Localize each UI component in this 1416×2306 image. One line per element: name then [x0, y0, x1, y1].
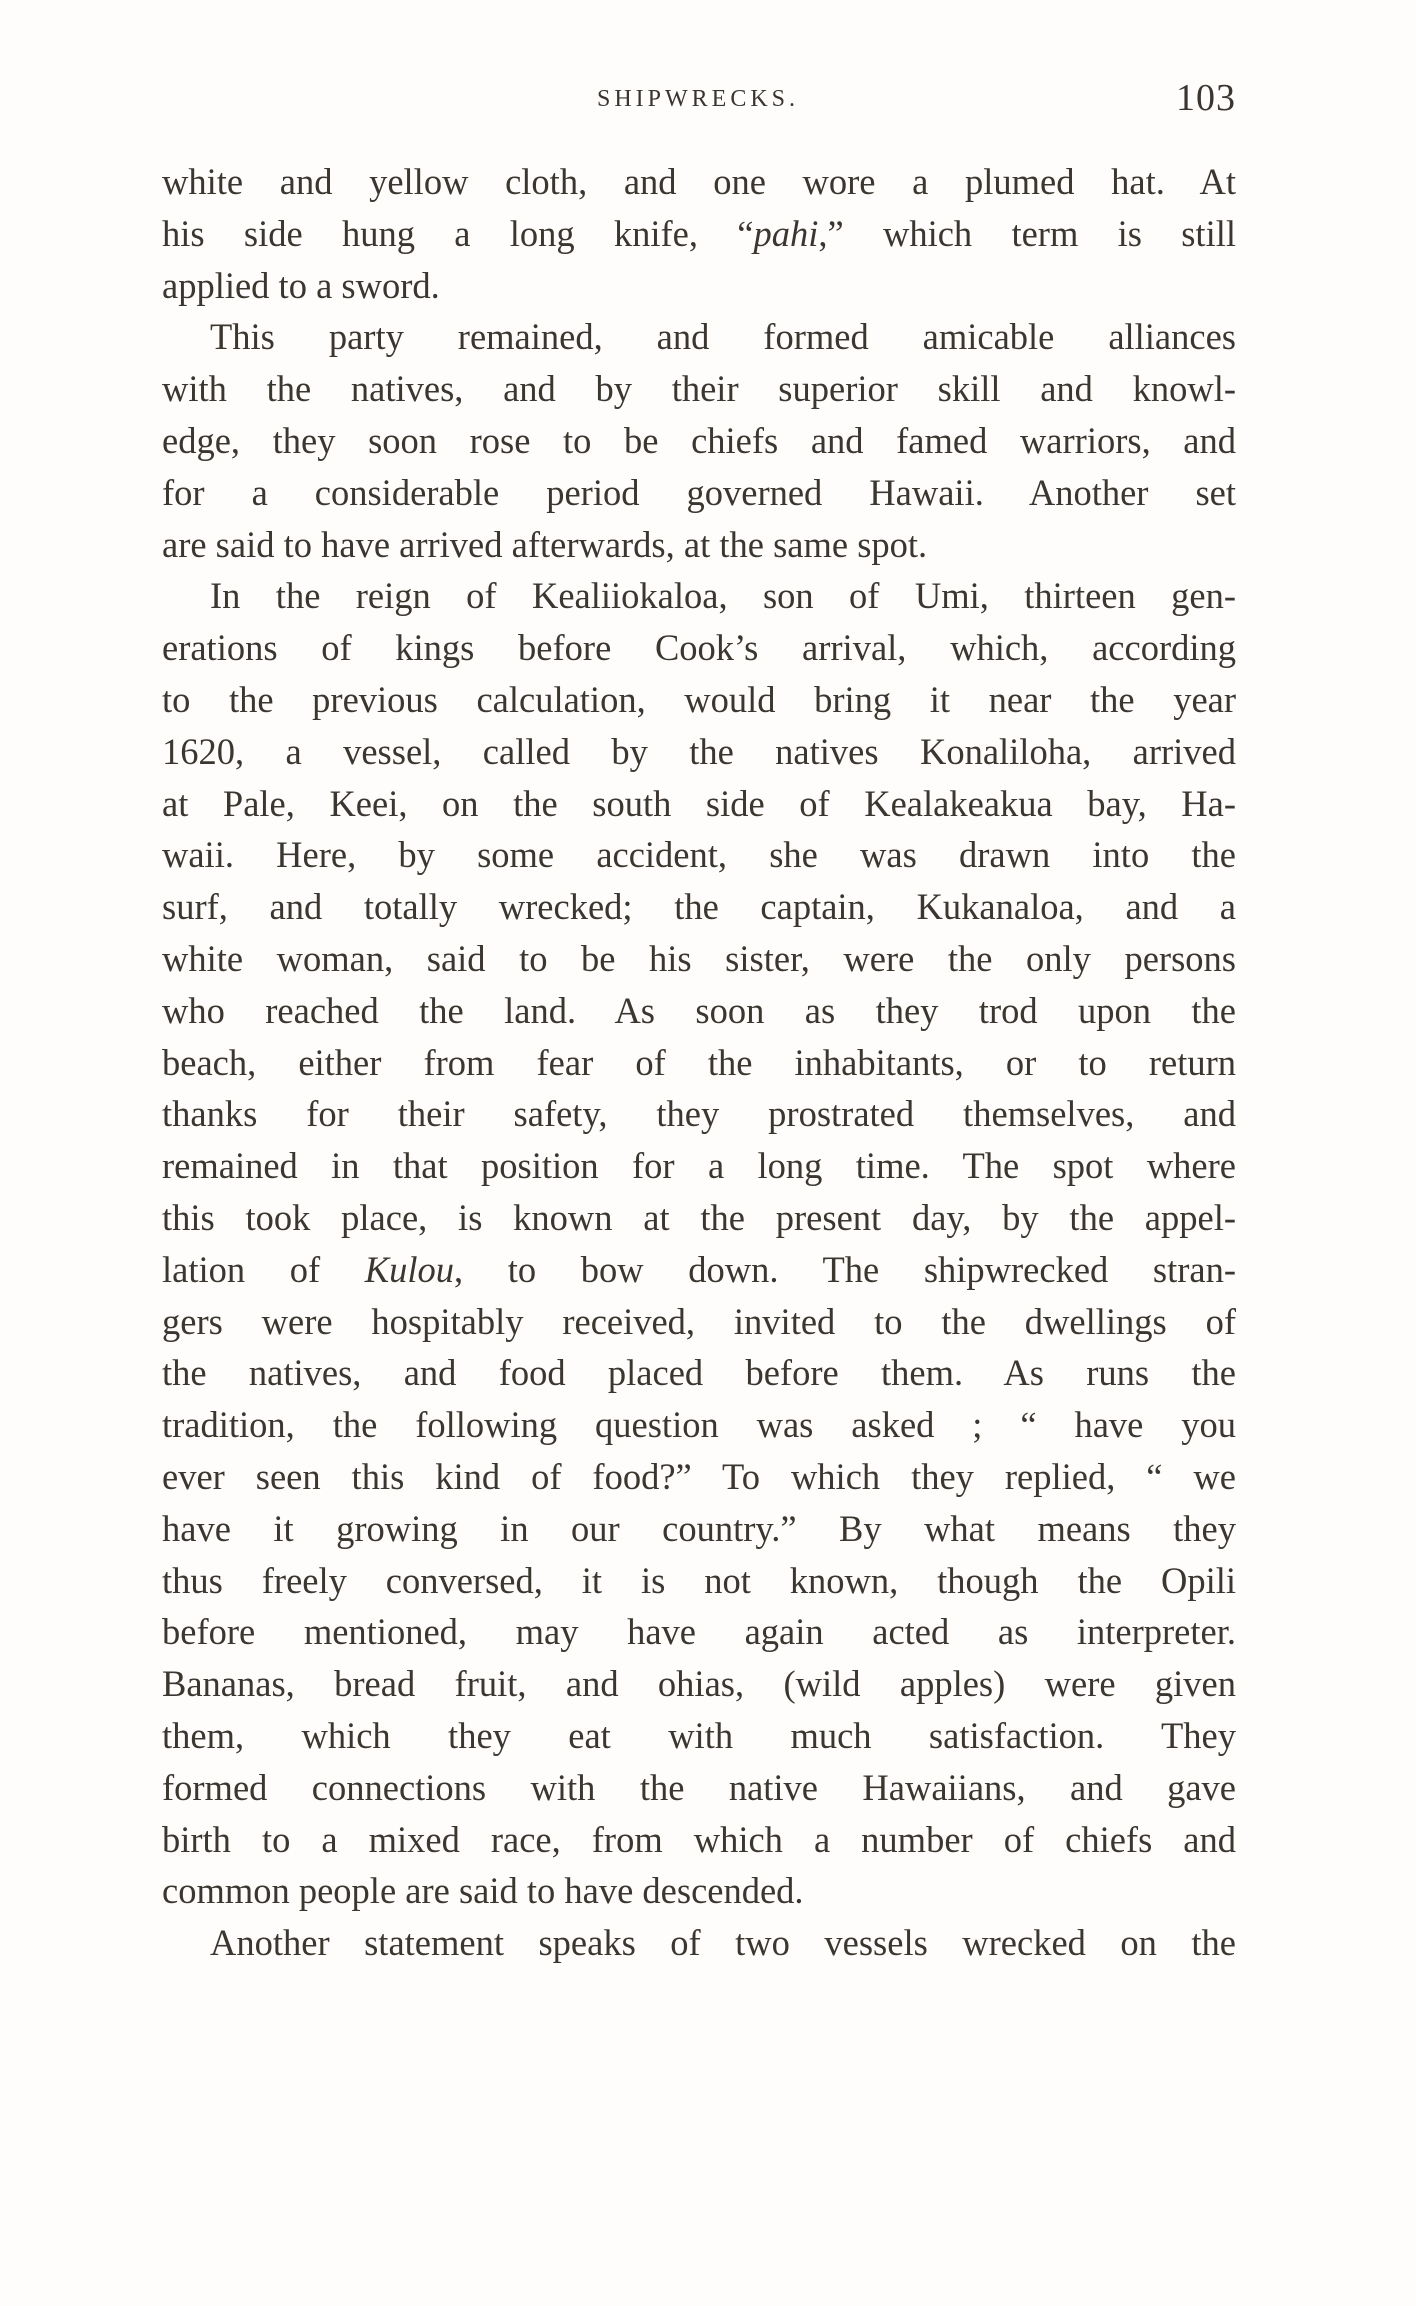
paragraph-first-line: In the reign of Kealiiokaloa, son of Umi, thirteen gen- — [210, 575, 1236, 617]
running-head — [160, 72, 1236, 132]
paragraph-first-line: Another statement speaks of two vessels wrecked on the — [210, 1922, 1236, 1964]
text-line: applied to a sword. — [162, 264, 440, 306]
body-text — [162, 156, 1236, 1969]
text-line: Bananas, bread fruit, and ohias, (wild apples) were given — [162, 1663, 1236, 1705]
text-line: white and yellow cloth, and one wore a plumed hat. At — [162, 161, 1236, 202]
italic-term-pahi: pahi — [753, 212, 819, 254]
text-line: for a considerable period governed Hawaii. Another set — [162, 471, 1236, 513]
text-line: before mentioned, may have again acted as interpreter. — [162, 1611, 1236, 1653]
text-line: tradition, the following question was asked ; “ have you — [162, 1404, 1236, 1446]
text-line: are said to have arrived afterwards, at the same spot. — [162, 523, 928, 565]
text-line: formed connections with the native Hawaiians, and gave — [162, 1766, 1236, 1808]
text-line: erations of kings before Cook’s arrival, which, according — [162, 627, 1236, 669]
text-line: ever seen this kind of food?” To which they replied, “ we — [162, 1455, 1236, 1497]
text-line: to the previous calculation, would bring it near the year — [162, 678, 1236, 720]
text-run: lation of — [162, 1248, 365, 1290]
text-line: who reached the land. As soon as they trod upon the — [162, 989, 1236, 1031]
text-line: with the natives, and by their superior skill and knowl- — [162, 368, 1236, 410]
text-run: , to bow down. The shipwrecked stran- — [454, 1248, 1236, 1290]
text-line: edge, they soon rose to be chiefs and famed warriors, and — [162, 419, 1236, 461]
text-line: them, which they eat with much satisfaction. They — [162, 1714, 1236, 1756]
text-line: at Pale, Keei, on the south side of Kealakeakua bay, Ha- — [162, 782, 1236, 824]
running-title: SHIPWRECKS. — [596, 86, 800, 112]
text-line: this took place, is known at the present day, by the appel- — [162, 1196, 1236, 1238]
text-line: 1620, a vessel, called by the natives Konaliloha, arrived — [162, 730, 1236, 772]
text-line: birth to a mixed race, from which a number of chiefs and — [162, 1818, 1236, 1860]
text-line: the natives, and food placed before them. As runs the — [162, 1352, 1236, 1394]
text-run: ,” which term is still — [818, 212, 1236, 254]
text-line: common people are said to have descended. — [162, 1870, 804, 1912]
text-line: beach, either from fear of the inhabitants, or to return — [162, 1041, 1236, 1083]
text-line: gers were hospitably received, invited to the dwellings of — [162, 1300, 1236, 1342]
paragraph-first-line: This party remained, and formed amicable alliances — [210, 316, 1236, 358]
text-line: white woman, said to be his sister, were the only persons — [162, 937, 1236, 979]
text-line: thanks for their safety, they prostrated themselves, and — [162, 1093, 1236, 1135]
text-line: thus freely conversed, it is not known, though the Opili — [162, 1559, 1236, 1601]
text-line — [162, 208, 1236, 260]
text-line: waii. Here, by some accident, she was drawn into the — [162, 834, 1236, 876]
text-line: surf, and totally wrecked; the captain, Kukanaloa, and a — [162, 886, 1236, 928]
text-line — [162, 1244, 1236, 1296]
page-number: 103 — [1176, 77, 1236, 119]
text-line: remained in that position for a long time. The spot where — [162, 1145, 1236, 1187]
text-line: have it growing in our country.” By what means they — [162, 1507, 1236, 1549]
italic-term-kulou: Kulou — [364, 1248, 455, 1290]
text-run: his side hung a long knife, “ — [162, 212, 754, 254]
